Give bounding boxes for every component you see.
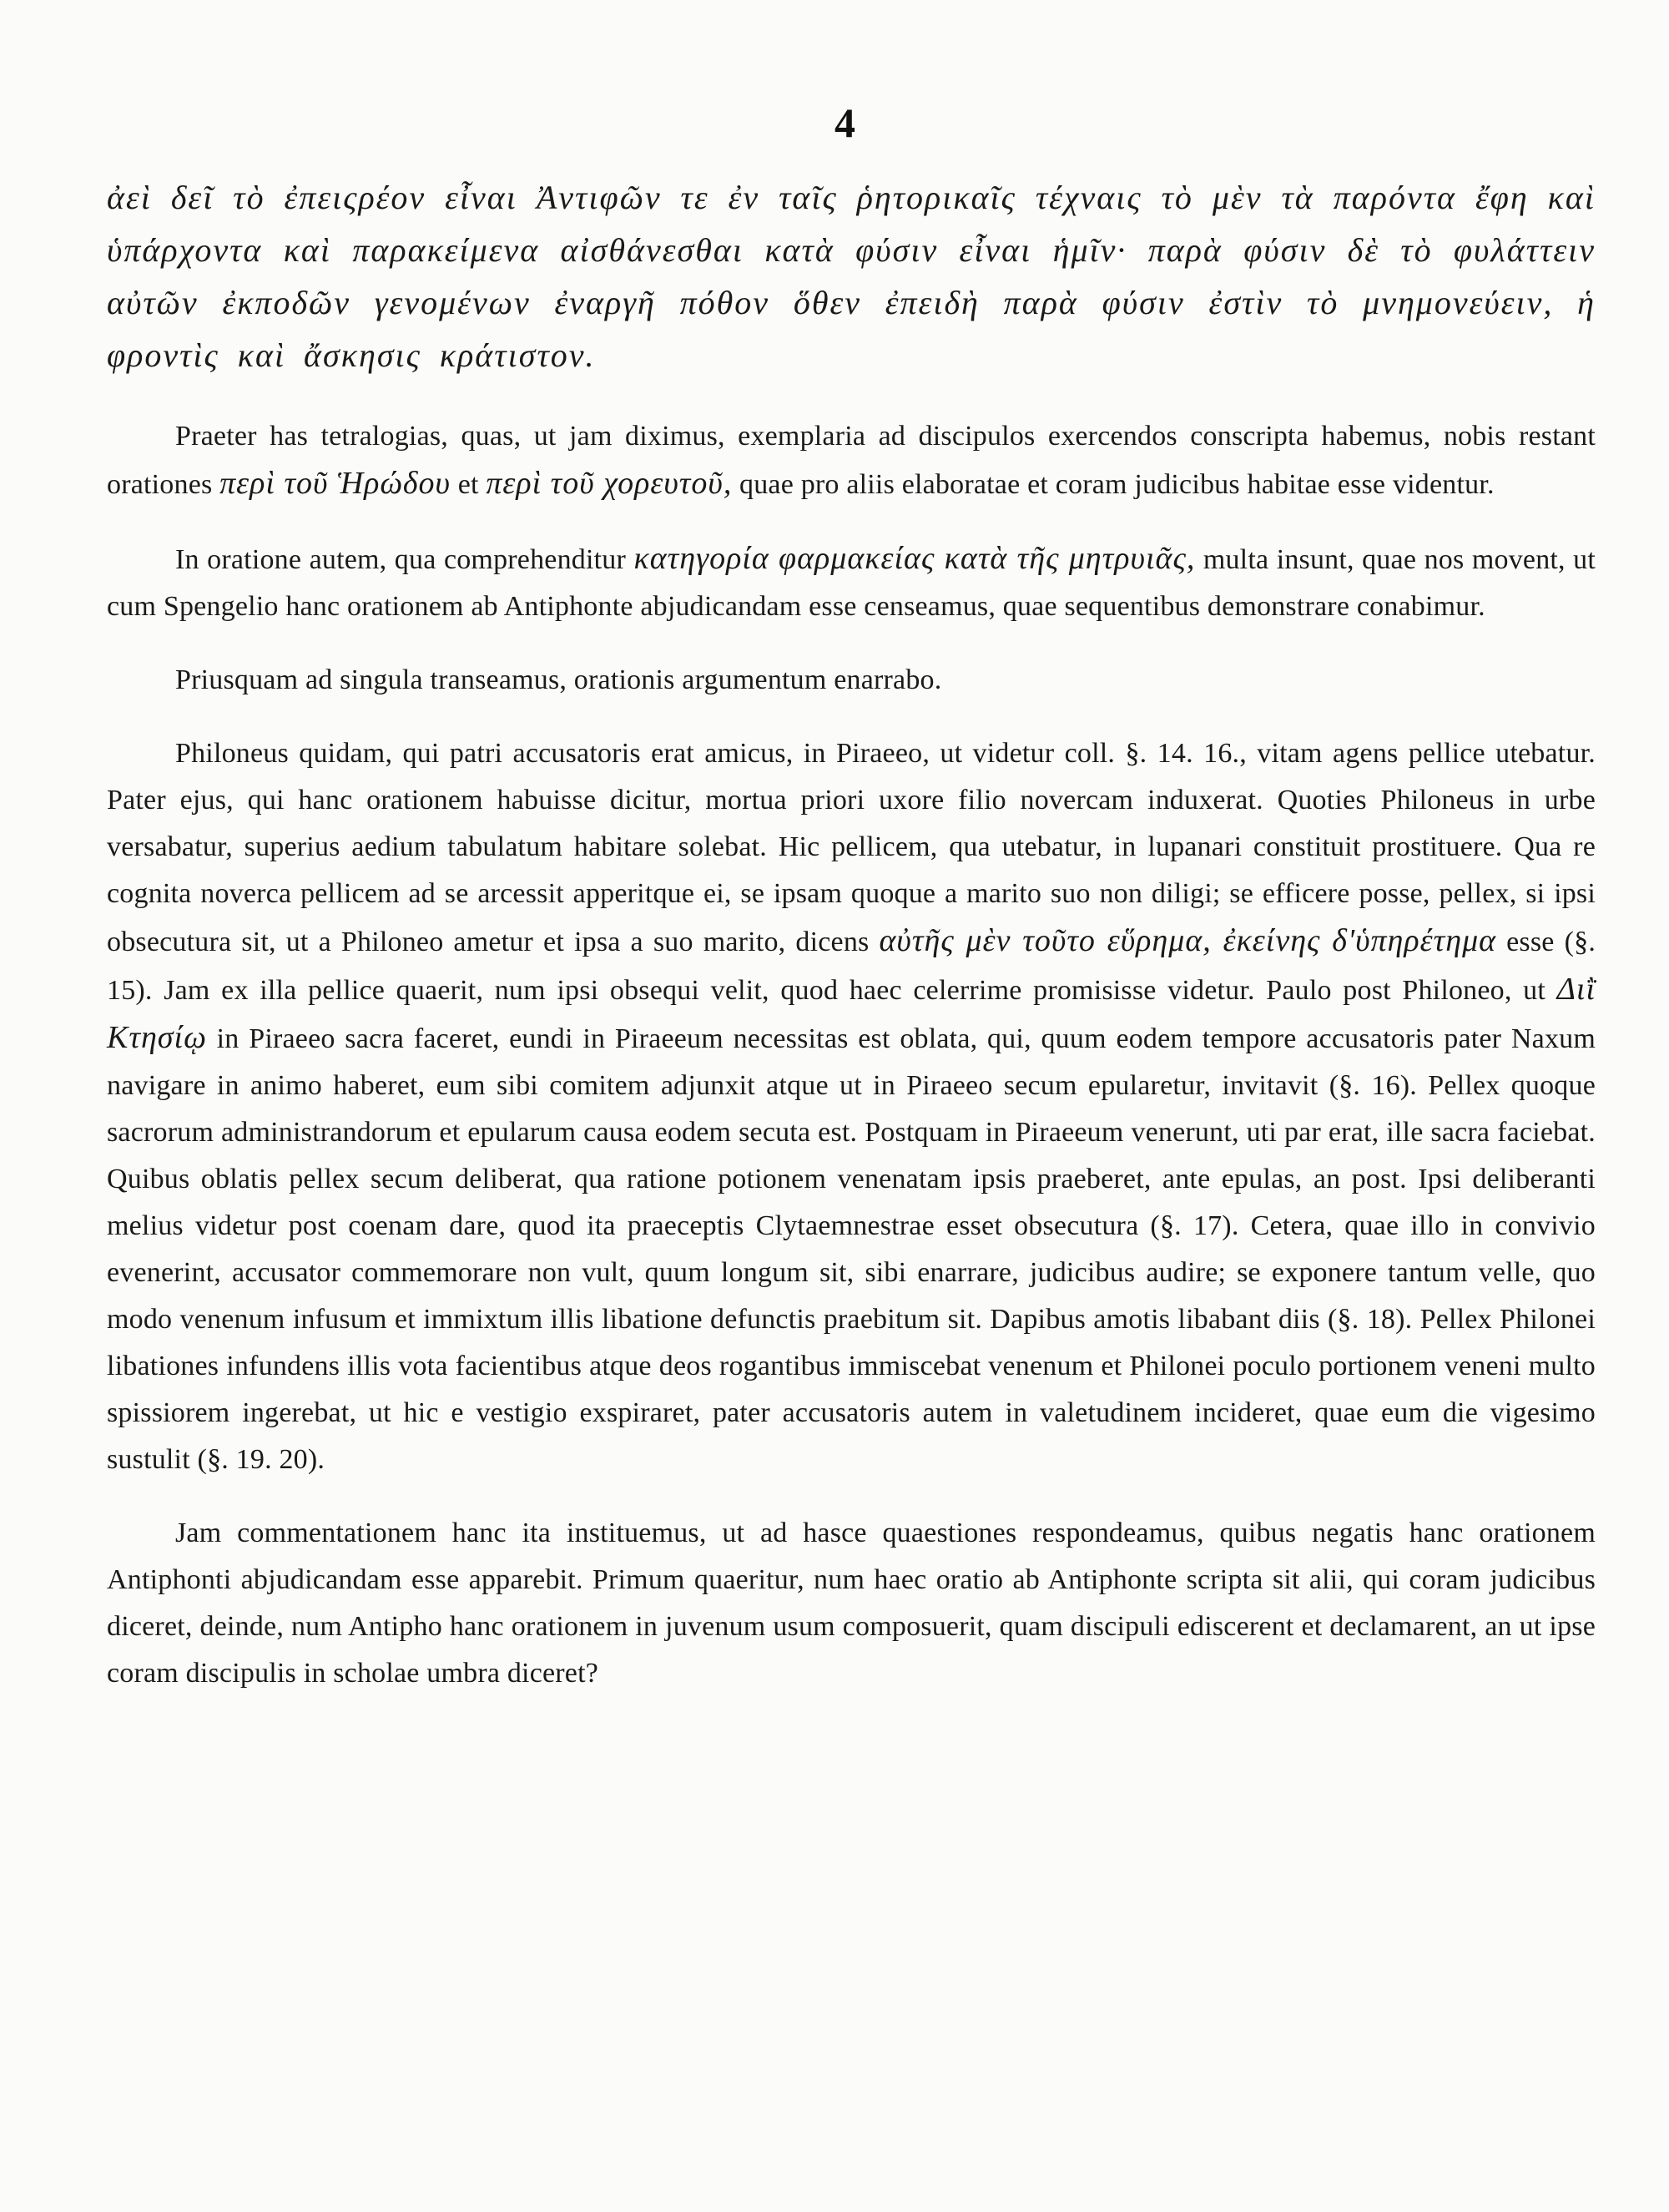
- paragraph-text: esse (§. 15). Jam ex illa pellice quaerit, num ipsi obsequi velit, quod haec celerrime promisisse videtur. Paulo post Philoneo, ut: [107, 927, 1596, 1006]
- paragraph-argument: [107, 730, 1596, 1483]
- paragraph-text: in Piraeeo sacra faceret, eundi in Piraeeum necessitas est oblata, qui, quum eodem tempore accusatoris pater Naxum navigare in animo haberet, eum sibi comitem adjunxit atque ut in Piraeeo secum epularetur, invitavit (§. 16). Pellex quoque sacrorum administrandorum et epularum causa eodem secuta est. Postquam in Piraeeum venerunt, uti par erat, ille sacra faciebat. Quibus oblatis pellex secum deliberat, qua ratione potionem venenatam ipsis praeberet, ante epulas, an post. Ipsi deliberanti melius videtur post coenam dare, quod ita praeceptis Clytaemnestrae esset obsecutura (§. 17). Cetera, quae illo in convivio evenerint, accusator commemorare non vult, quum longum sit, sibi enarrare, judicibus audire; se exponere tantum velle, quo modo venenum infusum et immixtum illis libatione defunctis praebitum sit. Dapibus amotis libabant diis (§. 18). Pellex Philonei libationes infundens illis vota facientibus atque deos rogantibus immiscebat venenum et Philonei poculo portionem veneni multo spissiorem ingerebat, ut hic e vestigio exspiraret, pater accusatoris autem in valetudinem incideret, quae eum die vigesimo sustulit (§. 19. 20).: [107, 1023, 1596, 1475]
- paragraph-text: multa insunt, quae nos movent, ut cum Spengelio hanc orationem ab Antiphonte abjudicandam esse censeamus, quae sequentibus demonstrare conabimur.: [107, 544, 1596, 622]
- paragraph-questions: Jam commentationem hanc ita instituemus, ut ad hasce quaestiones respondeamus, quibus negatis hanc orationem Antiphonti abjudicandam esse apparebit. Primum quaeritur, num haec oratio ab Antiphonte scripta sit alii, qui coram judicibus diceret, deinde, num Antipho hanc orationem in juvenum usum composuerit, quam discipuli ediscerent et declamarent, an ut ipse coram discipulis in scholae umbra diceret?: [107, 1518, 1596, 1689]
- page-number: 4: [834, 99, 855, 146]
- paragraph-tetralogies: [107, 413, 1596, 508]
- greek-phrase: κατηγορία φαρμακείας κατὰ τῆς μητρυιᾶς,: [633, 541, 1196, 576]
- paragraph-argument-intro: Priusquam ad singula transeamus, orationis argumentum enarrabo.: [175, 664, 942, 695]
- paragraph-oration: [107, 535, 1596, 630]
- paragraph-text: Philoneus quidam, qui patri accusatoris erat amicus, in Piraeeo, ut videtur coll. §. 14. 16., vitam agens pellice utebatur. Pater ejus, qui hanc orationem habuisse dicitur, mortua priori uxore filio novercam induxerat. Quoties Philoneus in urbe versabatur, superius aedium tabulatum habitare solebat. Hic pellicem, qua utebatur, in lupanari constituit prostituere. Qua re cognita noverca pellicem ad se arcessit apperitque ei, se ipsam quoque a marito suo non diligi; se efficere posse, pellex, si ipsi obsecutura sit, ut a Philoneo ametur et ipsa a suo marito, dicens: [107, 738, 1596, 957]
- greek-quotation: ἀεὶ δεῖ τὸ ἐπειςρέον εἶναι Ἀντιφῶν τε ἐν ταῖς ῥητορικαῖς τέχναις τὸ μὲν τὰ παρόντα ἔφη καὶ ὑπάρχοντα καὶ παρακείμενα αἰσθάνεσθαι κατὰ φύσιν εἶναι ἡμῖν· παρὰ φύσιν δὲ τὸ φυλάττειν αὐτῶν ἐκποδῶν γενομένων ἐναργῆ πόθον ὅθεν ἐπειδὴ παρὰ φύσιν ἐστὶν τὸ μνημονεύειν, ἡ φροντὶς καὶ ἄσκησις κράτιστον.: [107, 179, 1596, 374]
- greek-phrase: Διῒ Κτησίῳ: [107, 972, 1596, 1055]
- paragraph-text: et: [457, 469, 479, 500]
- paragraph-text: Praeter has tetralogias, quas, ut jam diximus, exemplaria ad discipulos exercendos conscripta habemus, nobis restant orationes: [107, 421, 1596, 500]
- paragraph-text: In oratione autem, qua comprehenditur: [175, 544, 626, 575]
- paragraph-text: quae pro aliis elaboratae et coram judicibus habitae esse videntur.: [739, 469, 1495, 500]
- greek-phrase: περὶ τοῦ χορευτοῦ,: [486, 466, 733, 501]
- greek-phrase: περὶ τοῦ Ἡρώδου: [219, 466, 451, 501]
- body-text: [107, 171, 1596, 1724]
- greek-phrase: αὐτῆς μὲν τοῦτο εὕρημα, ἐκείνης δ'ὑπηρέτημα: [879, 923, 1497, 958]
